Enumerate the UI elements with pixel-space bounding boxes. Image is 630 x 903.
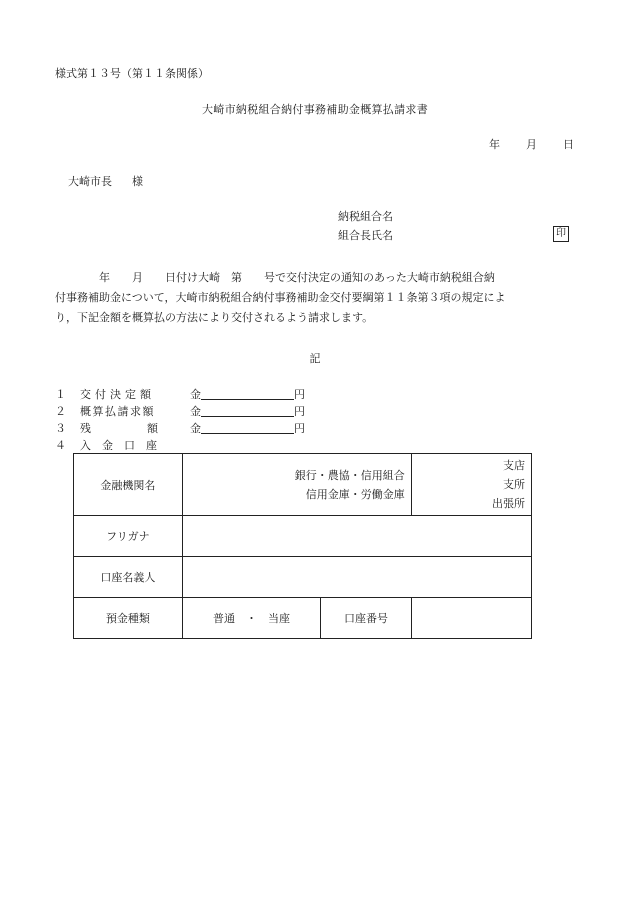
account-number-field[interactable] — [411, 598, 531, 639]
amount-prefix: 金 — [190, 388, 201, 401]
amount-suffix: 円 — [294, 405, 305, 418]
addressee — [68, 176, 143, 187]
ki-heading: 記 — [309, 352, 321, 365]
item-label: 入金口座 — [80, 439, 168, 452]
amount-prefix: 金 — [190, 422, 201, 435]
deposit-type-options[interactable]: 普通 ・ 当座 — [182, 598, 321, 639]
branch-types — [411, 454, 531, 516]
leader-name-label: 組合長氏名 — [338, 229, 393, 242]
amount-blank — [201, 422, 294, 434]
item-number: ２ — [55, 405, 66, 418]
item-number: １ — [55, 388, 66, 401]
institution-label: 金融機関名 — [74, 454, 183, 516]
amount-suffix: 円 — [294, 422, 305, 435]
item-label: 交付決定額 — [80, 388, 155, 401]
amount-blank — [201, 405, 294, 417]
item-number: ３ — [55, 422, 66, 435]
request-body — [55, 268, 579, 328]
item-number: ４ — [55, 439, 66, 452]
deposit-type-label: 預金種類 — [74, 598, 183, 639]
branch-line1: 支店 — [503, 459, 525, 472]
addressee-honorific: 様 — [132, 175, 143, 188]
amount-prefix: 金 — [190, 405, 201, 418]
body-line-3: り，下記金額を概算払の方法により交付されるよう請求します。 — [55, 311, 374, 324]
furigana-field[interactable] — [182, 516, 531, 557]
account-holder-label: 口座名義人 — [74, 557, 183, 598]
branch-line2: 支所 — [503, 478, 525, 491]
item-label-end: 額 — [147, 422, 158, 435]
account-number-label: 口座番号 — [321, 598, 411, 639]
date-line — [489, 139, 574, 150]
item-grant-amount — [55, 388, 305, 400]
date-year: 年 — [489, 138, 500, 151]
amount-blank — [201, 388, 294, 400]
form-number: 様式第１３号（第１１条関係） — [55, 67, 209, 80]
union-name-label: 納税組合名 — [338, 210, 393, 223]
item-label-start: 残 — [80, 422, 91, 435]
institution-types-line2: 信用金庫・労働金庫 — [305, 487, 405, 501]
date-month: 月 — [526, 138, 537, 151]
branch-line3: 出張所 — [492, 497, 525, 510]
addressee-name: 大崎市長 — [68, 175, 112, 188]
bank-account-table — [73, 453, 532, 639]
item-deposit-account — [55, 440, 190, 451]
institution-types — [182, 454, 411, 516]
amount-suffix: 円 — [294, 388, 305, 401]
item-advance-amount — [55, 405, 305, 417]
document-title: 大崎市納税組合納付事務補助金概算払請求書 — [202, 103, 428, 116]
body-line-1: 年 月 日付け大崎 第 号で交付決定の通知のあった大崎市納税組合納 — [99, 271, 495, 284]
item-label: 概算払請求額 — [80, 405, 155, 418]
institution-types-line1: 銀行・農協・信用組合 — [294, 468, 405, 482]
seal-mark: 印 — [553, 226, 569, 242]
item-balance — [55, 422, 305, 434]
deposit-row — [74, 598, 532, 639]
account-holder-field[interactable] — [182, 557, 531, 598]
holder-row — [74, 557, 532, 598]
institution-row — [74, 454, 532, 516]
body-line-2: 付事務補助金について，大崎市納税組合納付事務補助金交付要綱第１１条第３項の規定によ — [55, 291, 506, 304]
furigana-label: フリガナ — [74, 516, 183, 557]
date-day: 日 — [563, 138, 574, 151]
furigana-row — [74, 516, 532, 557]
